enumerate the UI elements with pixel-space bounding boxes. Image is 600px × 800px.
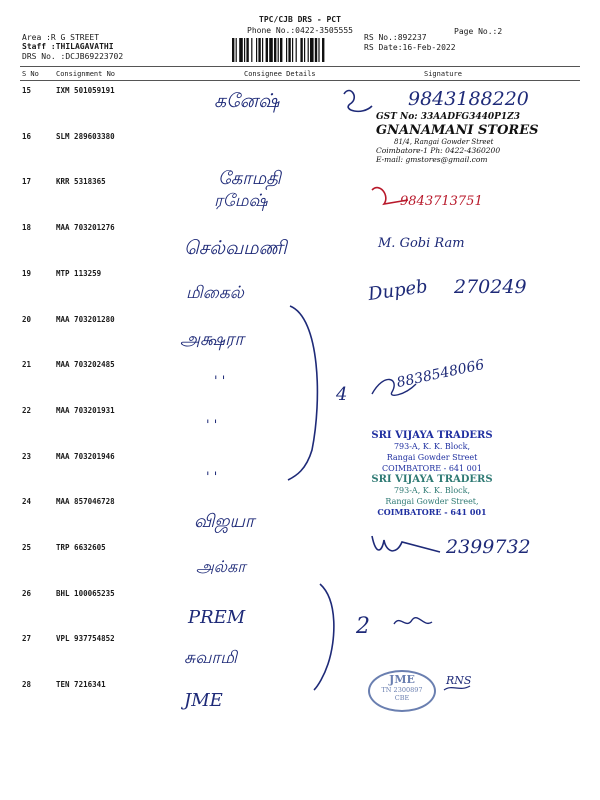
sig-19-number: 270249: [454, 276, 527, 298]
row-sno: 22: [22, 405, 32, 415]
vijaya-blue-addr2: Rangai Gowder Street: [386, 453, 478, 462]
vijaya-green-addr2: Rangai Gowder Street,: [385, 497, 479, 506]
row-sno: 19: [22, 268, 32, 278]
row-sno: 21: [22, 360, 32, 370]
sig-22-count: 4: [336, 384, 348, 405]
row-consignee-handwritten: அக்ஷரா: [180, 328, 244, 350]
vijaya-blue-name: SRI VIJAYA TRADERS: [371, 430, 493, 441]
signature-scribble-27: [394, 618, 432, 624]
row-consignment-no: MAA 703201276: [56, 223, 115, 233]
row-sno: 20: [22, 314, 32, 324]
row-consignment-no: VPL 937754852: [56, 634, 115, 644]
signature-scribble-25: [372, 536, 440, 552]
row-sno: 26: [22, 588, 32, 598]
rs-no-field: RS No.:892237: [364, 33, 427, 42]
sig-27-count: 2: [356, 614, 370, 639]
sig-28-initials: RNS: [446, 674, 472, 687]
row-sno: 24: [22, 497, 32, 507]
row-consignment-no: SLM 289603380: [56, 131, 115, 141]
page-no-field: Page No.:2: [454, 27, 503, 36]
row-consignee-handwritten: ரமேஷ்: [214, 191, 268, 212]
row-sno: 16: [22, 131, 32, 141]
row-sno: 15: [22, 86, 32, 95]
row-consignee-handwritten: அல்கா: [196, 557, 246, 576]
signature-scribble-15: [344, 91, 372, 112]
vijaya-green-addr3: COIMBATORE - 641 001: [377, 507, 487, 517]
row-sno: 25: [22, 543, 32, 552]
vijaya-green-addr1: 793-A, K. K. Block,: [393, 486, 471, 495]
sig-17-phone: 9843713751: [400, 194, 483, 209]
sig-18-name: M. Gobi Ram: [378, 236, 465, 251]
row-consignee-handwritten: விஜயா: [194, 511, 255, 533]
row-consignment-no: MAA 703201931: [56, 405, 115, 415]
gnanamani-addr2: Coimbatore-1 Ph: 0422-4360200: [376, 146, 501, 155]
signature-scribble-22: [372, 379, 416, 395]
jme-stamp-number: TN 2300897: [381, 686, 423, 694]
col-consignment: Consignment No: [56, 70, 116, 78]
col-signature: Signature: [424, 70, 462, 78]
gnanamani-addr1: 81/4, Rangai Gowder Street: [394, 138, 494, 146]
sig-25-number: 2399732: [446, 536, 531, 558]
gnanamani-email: E-mail: gmstores@gmail.com: [376, 155, 488, 164]
row-sno: 18: [22, 223, 32, 233]
row-consignment-no: BHL 100065235: [56, 588, 115, 598]
row-consignment-no: MAA 857046728: [56, 497, 115, 507]
signature-scribble-28: [444, 686, 470, 690]
rs-date-field: RS Date:16-Feb-2022: [364, 43, 456, 52]
gnanamani-gst: GST No: 33AADFG3440P1Z3: [376, 112, 520, 122]
row-consignment-no: TRP 6632605: [56, 543, 106, 552]
row-consignee-handwritten: ' ': [206, 417, 218, 433]
sig-19-name: Dupeb: [366, 275, 429, 306]
row-consignment-no: KRR 5318365: [56, 177, 106, 187]
bracket-rows-26-28: [314, 584, 334, 690]
row-consignment-no: MAA 703201946: [56, 451, 115, 461]
bracket-rows-20-24: [288, 306, 317, 480]
row-consignee-handwritten: சுவாமி: [184, 648, 237, 669]
sheet-title: TPC/CJB DRS - PCT: [259, 15, 341, 24]
col-sno: S No: [22, 70, 39, 78]
row-sno: 27: [22, 634, 32, 644]
row-sno: 28: [22, 680, 32, 690]
gnanamani-name: GNANAMANI STORES: [376, 123, 539, 138]
row-consignee-handwritten: மிகைல்: [186, 282, 244, 303]
row-consignee-handwritten: ' ': [206, 469, 218, 485]
row-sno: 23: [22, 451, 32, 461]
jme-stamp-city: CBE: [394, 694, 410, 702]
row-sno: 17: [22, 177, 32, 187]
vijaya-green-name: SRI VIJAYA TRADERS: [371, 474, 493, 485]
row-consignment-no: MAA 703202485: [56, 360, 115, 370]
jme-stamp-name: JME: [389, 673, 415, 686]
sheet-phone: Phone No.:0422-3505555: [247, 26, 353, 35]
vijaya-blue-addr1: 793-A, K. K. Block,: [393, 442, 471, 451]
row-consignee-handwritten: கோமதி: [218, 167, 281, 189]
area-field: Area :R G STREET: [22, 33, 100, 42]
row-consignment-no: MAA 703201280: [56, 314, 115, 324]
row-consignee-handwritten: கனேஷ்: [214, 90, 280, 112]
row-consignment-no: MTP 113259: [56, 268, 102, 278]
drs-no-field: DRS No. :DCJB69223702: [22, 52, 124, 61]
col-consignee: Consignee Details: [244, 70, 316, 78]
row-consignee-handwritten: ' ': [214, 374, 226, 390]
sig-22-phone: 8838548066: [395, 356, 486, 392]
row-consignment-no: TEN 7216341: [56, 680, 106, 690]
row-consignee-handwritten: JME: [184, 690, 223, 712]
row-consignee-handwritten: PREM: [188, 606, 246, 628]
row-consignment-no: IXM 501059191: [56, 86, 115, 95]
vijaya-blue-addr3: COIMBATORE - 641 001: [382, 464, 482, 473]
row-consignee-handwritten: செல்வமணி: [184, 237, 287, 260]
sig-15-phone: 9843188220: [408, 88, 529, 110]
signature-scribble-17: [372, 188, 408, 204]
staff-field: Staff :THILAGAVATHI: [22, 42, 114, 51]
